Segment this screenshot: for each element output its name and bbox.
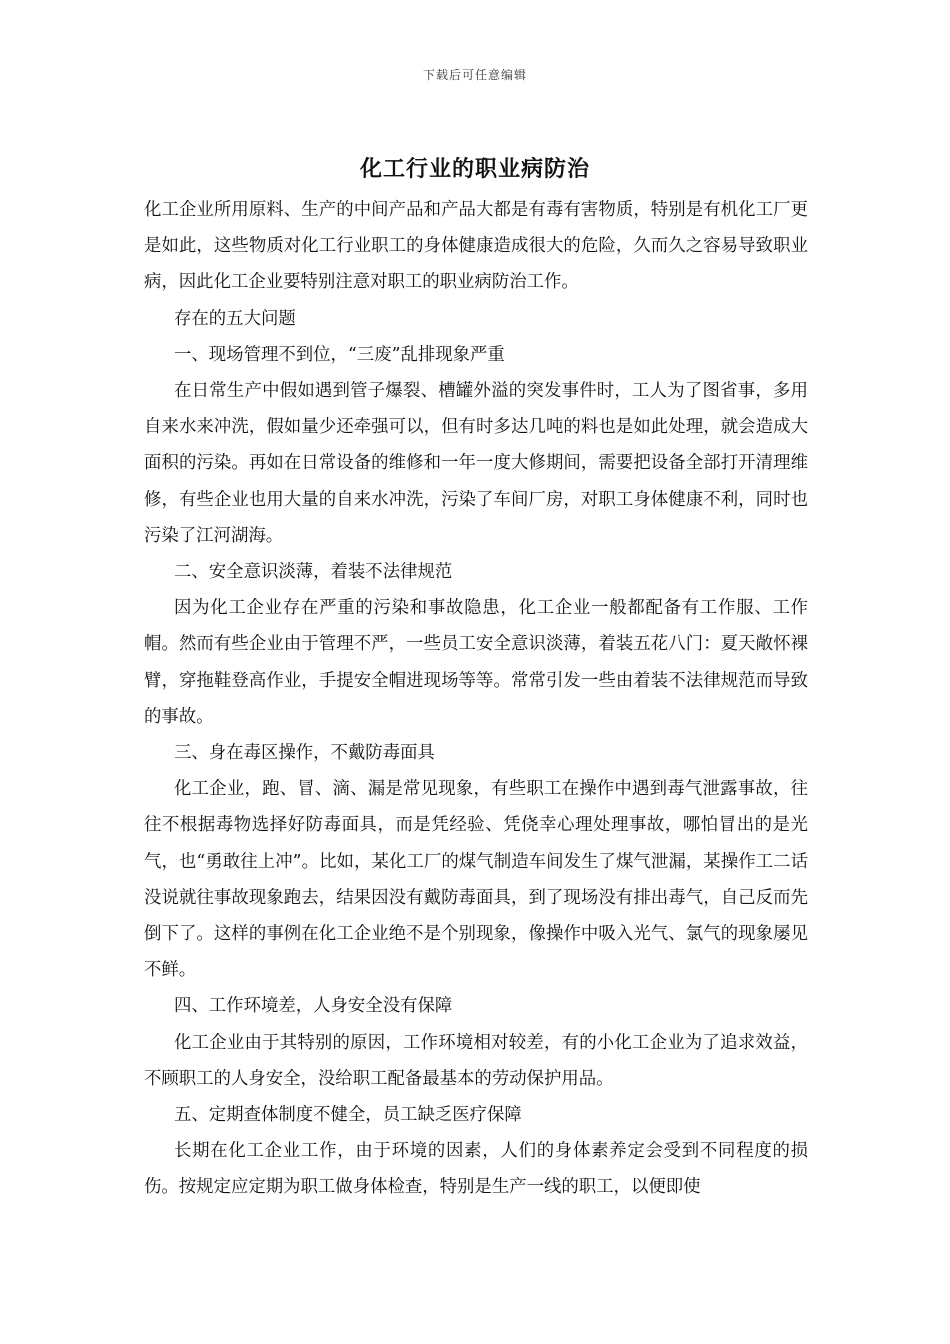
section-heading: 存在的五大问题 <box>174 308 296 329</box>
problem-heading-3: 三、身在毒区操作，不戴防毒面具 <box>174 743 435 764</box>
problem-paragraph-4: 化工企业由于其特别的原因，工作环境相对较差，有的小化工企业为了追求效益，不顾职工的人身安全，没给职工配备最基本的劳动保护用品。 <box>144 1032 808 1089</box>
document-title: 化工行业的职业病防治 <box>359 156 590 182</box>
document-body <box>144 192 808 1206</box>
problem-paragraph-3: 化工企业，跑、冒、滴、漏是常见现象，有些职工在操作中遇到毒气泄露事故，往往不根据毒物选择好防毒面具，而是凭经验、凭侥幸心理处理事故，哪怕冒出的是光气，也“勇敢往上冲”。比如，某化工厂的煤气制造车间发生了煤气泄漏，某操作工二话没说就往事故现象跑去，结果因没有戴防毒面具，到了现场没有排出毒气，自己反而先倒下了。这样的事例在化工企业绝不是个别现象，像操作中吸入光气、氯气的现象屡见不鲜。 <box>144 779 808 981</box>
problem-paragraph-2: 因为化工企业存在严重的污染和事故隐患，化工企业一般都配备有工作服、工作帽。然而有些企业由于管理不严，一些员工安全意识淡薄，着装五花八门：夏天敞怀裸臂，穿拖鞋登高作业，手提安全帽进现场等等。常常引发一些由着装不法律规范而导致的事故。 <box>144 598 808 727</box>
problem-heading-1: 一、现场管理不到位，“三废”乱排现象严重 <box>174 344 505 365</box>
problem-heading-4: 四、工作环境差，人身安全没有保障 <box>174 996 453 1017</box>
problem-paragraph-5: 长期在化工企业工作，由于环境的因素，人们的身体素养定会受到不同程度的损伤。按规定应定期为职工做身体检查，特别是生产一线的职工，以便即使 <box>144 1141 808 1198</box>
header-note: 下载后可任意编辑 <box>422 68 527 82</box>
problem-paragraph-1: 在日常生产中假如遇到管子爆裂、槽罐外溢的突发事件时，工人为了图省事，多用自来水来冲洗，假如量少还牵强可以，但有时多达几吨的料也是如此处理，就会造成大面积的污染。再如在日常设备的维修和一年一度大修期间，需要把设备全部打开清理维修，有些企业也用大量的自来水冲洗，污染了车间厂房，对职工身体健康不利，同时也污染了江河湖海。 <box>144 381 808 546</box>
problem-heading-5: 五、定期查体制度不健全，员工缺乏医疗保障 <box>174 1105 522 1126</box>
problem-heading-2: 二、安全意识淡薄，着装不法律规范 <box>174 562 453 583</box>
intro-paragraph: 化工企业所用原料、生产的中间产品和产品大都是有毒有害物质，特别是有机化工厂更是如此，这些物质对化工行业职工的身体健康造成很大的危险，久而久之容易导致职业病，因此化工企业要特别注意对职工的职业病防治工作。 <box>144 200 808 293</box>
